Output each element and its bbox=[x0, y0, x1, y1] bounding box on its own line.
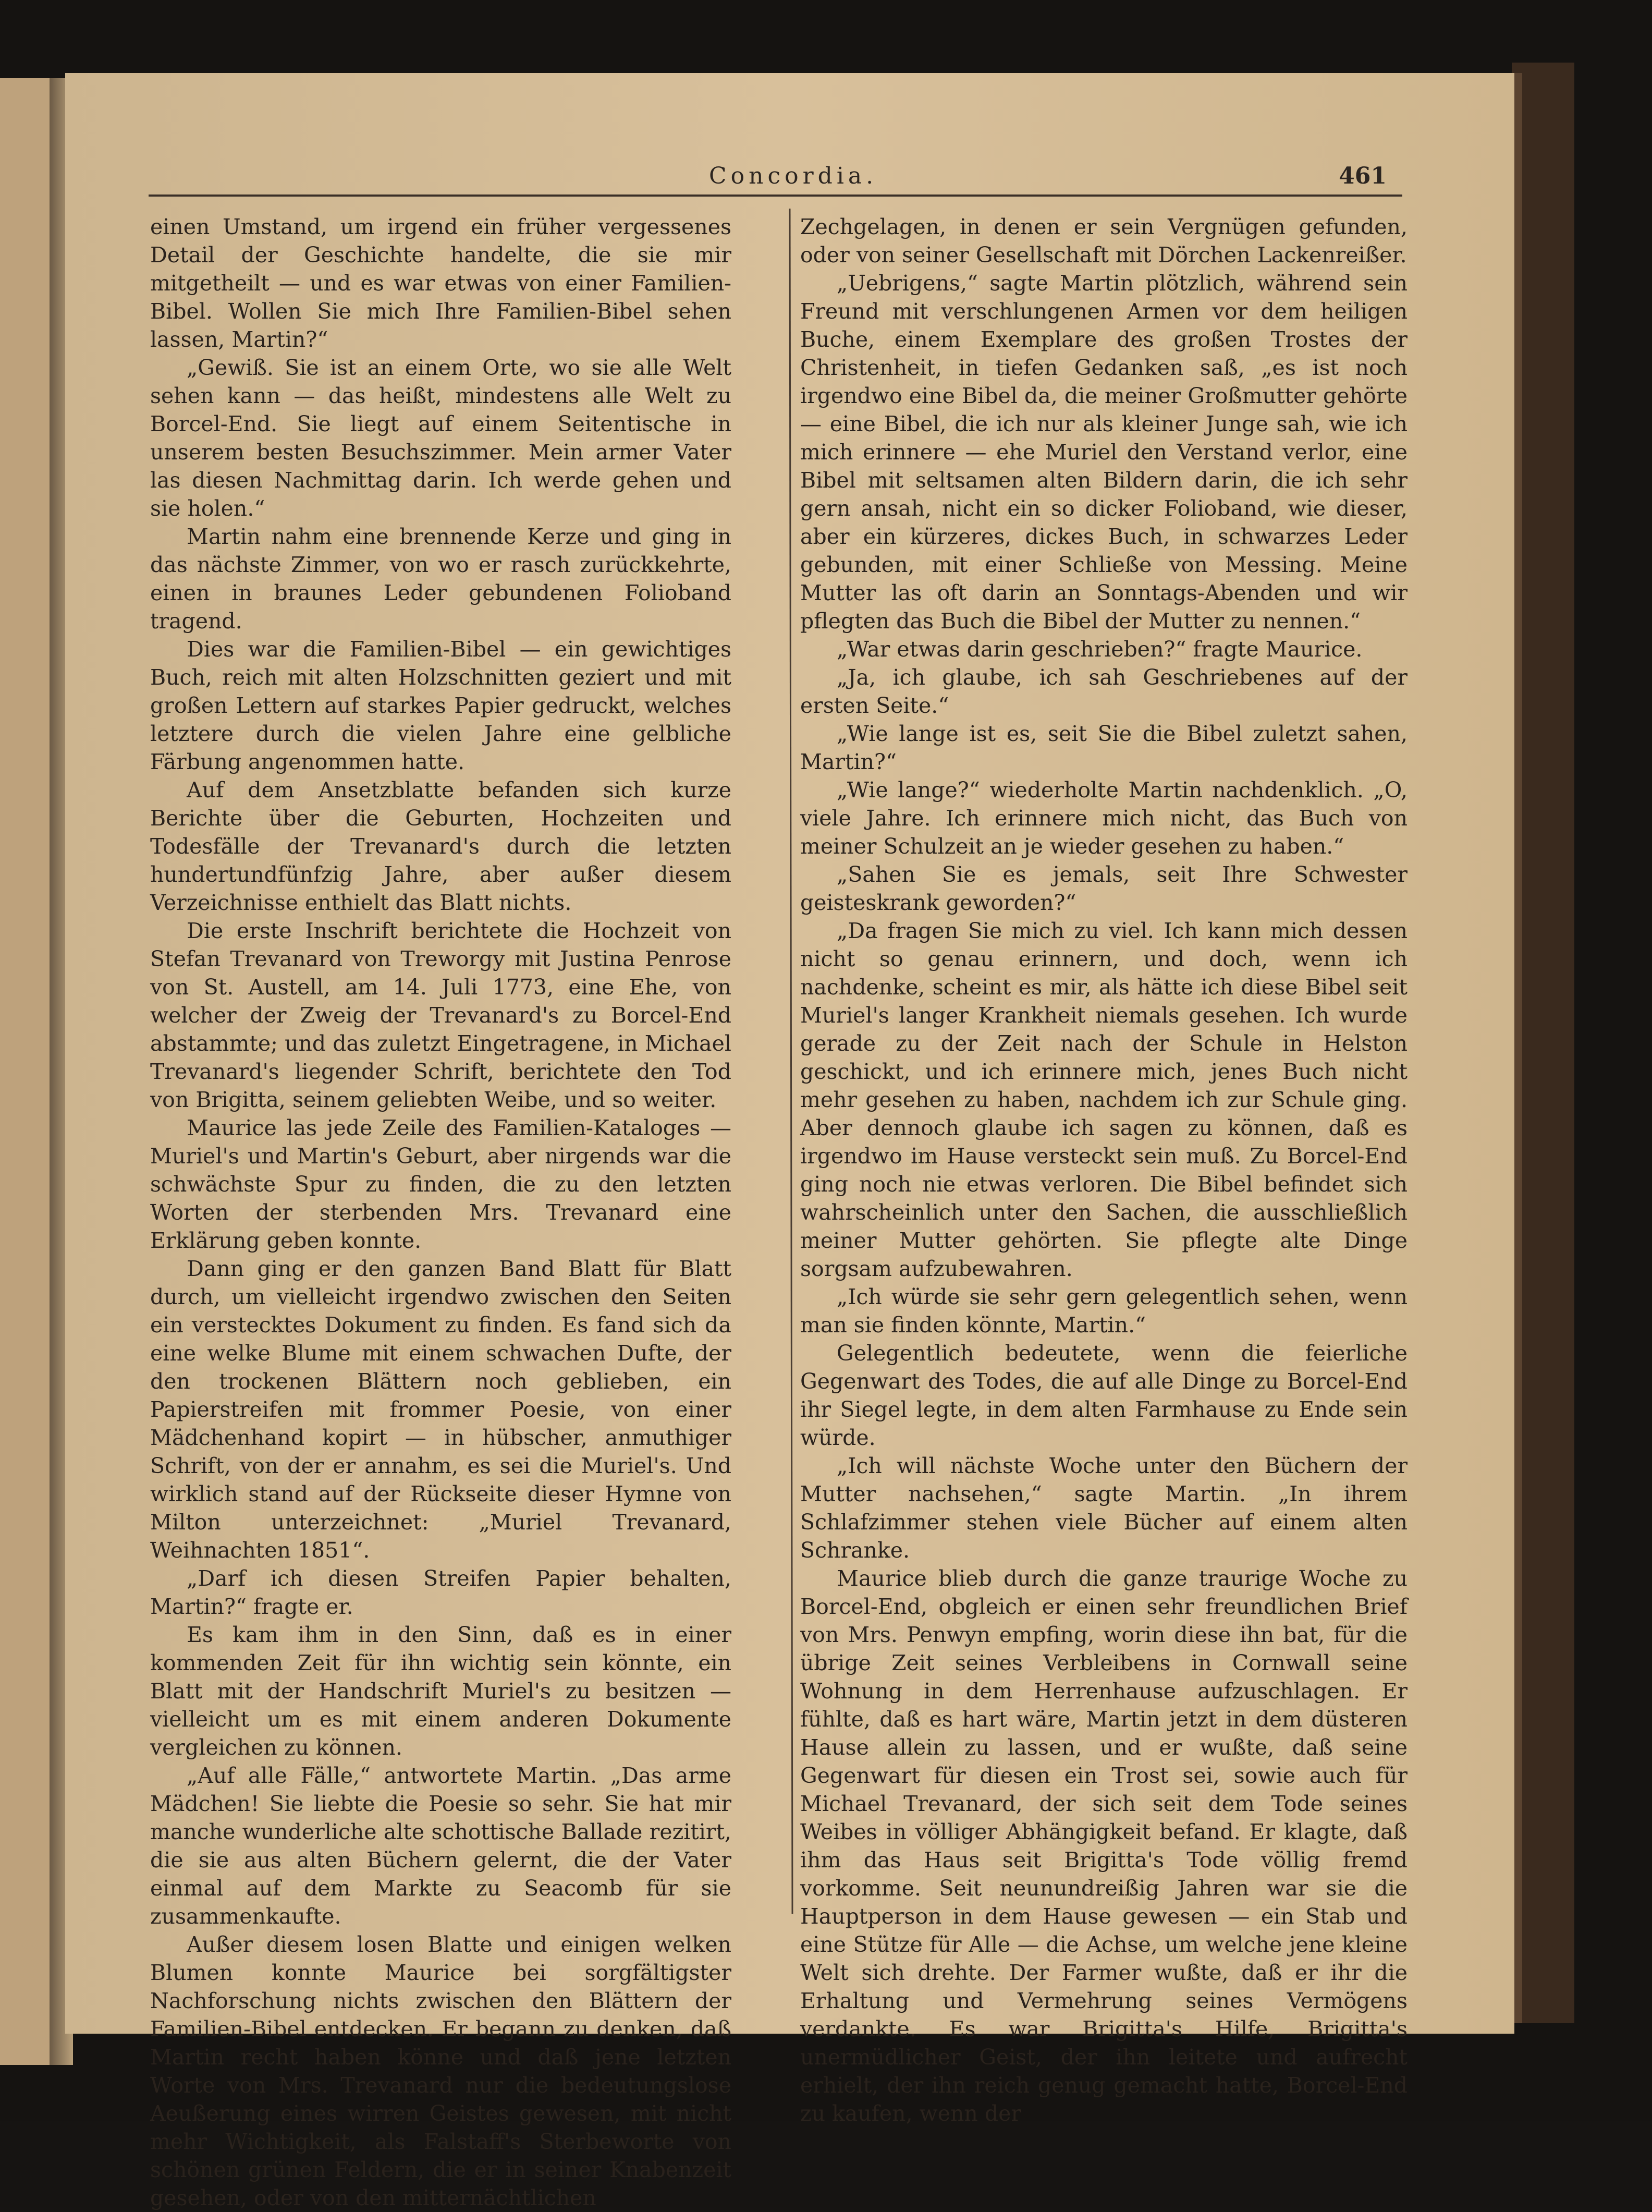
running-title: Concordia. bbox=[709, 163, 878, 189]
paragraph: „Sahen Sie es jemals, seit Ihre Schwester geisteskrank geworden?“ bbox=[800, 862, 1408, 915]
paragraph: „Gewiß. Sie ist an einem Orte, wo sie alle Welt sehen kann — das heißt, mindestens alle Welt zu Borcel-End. Sie liegt auf einem Seitentische in unserem besten Besuchszimmer. Mein armer Vater las diesen Nachmittag darin. Ich werde gehen und sie holen.“ bbox=[150, 355, 731, 521]
paragraph: Die erste Inschrift berichtete die Hochzeit von Stefan Trevanard von Treworgy mit Justina Penrose von St. Austell, am 14. Juli 1773, eine Ehe, von welcher der Zweig der Trevanard's zu Borcel-End abstammte; und das zuletzt Eingetragene, in Michael Trevanard's liegender Schrift, berichtete den Tod von Brigitta, seinem geliebten Weibe, und so weiter. bbox=[150, 918, 731, 1112]
text-column-right bbox=[800, 213, 1408, 2128]
paragraph: „Darf ich diesen Streifen Papier behalten, Martin?“ fragte er. bbox=[150, 1566, 731, 1619]
paragraph: „Da fragen Sie mich zu viel. Ich kann mich dessen nicht so genau erinnern, und doch, wenn ich nachdenke, scheint es mir, als hätte ich diese Bibel seit Muriel's langer Krankheit niemals gesehen. Ich wurde gerade zu der Zeit nach der Schule in Helston geschickt, und ich erinnere mich, jenes Buch nicht mehr gesehen zu haben, nachdem ich zur Schule ging. Aber dennoch glaube ich sagen zu können, daß es irgendwo im Hause versteckt sein muß. Zu Borcel-End ging noch nie etwas verloren. Die Bibel befindet sich wahrscheinlich unter den Sachen, die ausschließlich meiner Mutter gehörten. Sie pflegte alte Dinge sorgsam aufzubewahren. bbox=[800, 918, 1408, 1281]
paragraph: Maurice blieb durch die ganze traurige Woche zu Borcel-End, obgleich er einen sehr freundlichen Brief von Mrs. Penwyn empfing, worin diese ihn bat, für die übrige Zeit seines Verbleibens in Cornwall seine Wohnung in dem Herrenhause aufzuschlagen. Er fühlte, daß es hart wäre, Martin jetzt in dem düsteren Hause allein zu lassen, und er wußte, daß seine Gegenwart für diesen ein Trost sei, sowie auch für Michael Trevanard, der sich seit dem Tode seines Weibes in völliger Abhängigkeit befand. Er klagte, daß ihm das Haus seit Brigitta's Tode völlig fremd vorkomme. Seit neunundreißig Jahren war sie die Hauptperson in dem Hause gewesen — ein Stab und eine Stütze für Alle — die Achse, um welche jene kleine Welt sich drehte. Der Farmer wußte, daß er ihr die Erhaltung und Vermehrung seines Vermögens verdankte. Es war Brigitta's Hilfe, Brigitta's unermüdlicher Geist, der ihn leitete und aufrecht erhielt, der ihn reich genug gemacht hatte, Borcel-End zu kaufen, wenn der bbox=[800, 1566, 1408, 2126]
paragraph: Auf dem Ansetzblatte befanden sich kurze Berichte über die Geburten, Hochzeiten und Todesfälle der Trevanard's durch die letzten hundertundfünfzig Jahre, aber außer diesem Verzeichnisse enthielt das Blatt nichts. bbox=[150, 777, 731, 915]
page-number: 461 bbox=[1339, 163, 1387, 189]
page-header bbox=[151, 163, 1402, 194]
paragraph: „Ich will nächste Woche unter den Büchern der Mutter nachsehen,“ sagte Martin. „In ihrem Schlafzimmer stehen viele Bücher auf einem alten Schranke. bbox=[800, 1453, 1408, 1563]
paragraph: „Ja, ich glaube, ich sah Geschriebenes auf der ersten Seite.“ bbox=[800, 665, 1408, 718]
paragraph: „Wie lange ist es, seit Sie die Bibel zuletzt sahen, Martin?“ bbox=[800, 721, 1408, 774]
paragraph: „Wie lange?“ wiederholte Martin nachdenklich. „O, viele Jahre. Ich erinnere mich nicht, das Buch von meiner Schulzeit an je wieder gesehen zu haben.“ bbox=[800, 777, 1408, 859]
paragraph: Es kam ihm in den Sinn, daß es in einer kommenden Zeit für ihn wichtig sein könnte, ein Blatt mit der Handschrift Muriel's zu besitzen — vielleicht um es mit einem anderen Dokumente vergleichen zu können. bbox=[150, 1622, 731, 1760]
paragraph: „Uebrigens,“ sagte Martin plötzlich, während sein Freund mit verschlungenen Armen vor dem heiligen Buche, einem Exemplare des großen Trostes der Christenheit, in tiefen Gedanken saß, „es ist noch irgendwo eine Bibel da, die meiner Großmutter gehörte — eine Bibel, die ich nur als kleiner Junge sah, wie ich mich erinnere — ehe Muriel den Verstand verlor, eine Bibel mit seltsamen alten Bildern darin, die ich sehr gern ansah, nicht ein so dicker Folioband, wie dieser, aber ein kürzeres, dickes Buch, in schwarzes Leder gebunden, mit einer Schließe von Messing. Meine Mutter las oft darin an Sonntags-Abenden und wir pflegten das Buch die Bibel der Mutter zu nennen.“ bbox=[800, 271, 1408, 634]
paragraph: Gelegentlich bedeutete, wenn die feierliche Gegenwart des Todes, die auf alle Dinge zu Borcel-End ihr Siegel legte, in dem alten Farmhause zu Ende sein würde. bbox=[800, 1341, 1408, 1450]
paragraph: „War etwas darin geschrieben?“ fragte Maurice. bbox=[837, 637, 1363, 662]
paragraph: „Auf alle Fälle,“ antwortete Martin. „Das arme Mädchen! Sie liebte die Poesie so sehr. Sie hat mir manche wunderliche alte schottische Ballade rezitirt, die sie aus alten Büchern gelernt, die der Vater einmal auf dem Markte zu Seacomb für sie zusammenkaufte. bbox=[150, 1763, 731, 1929]
paragraph: einen Umstand, um irgend ein früher vergessenes Detail der Geschichte handelte, die sie mir mitgetheilt — und es war etwas von einer Familien-Bibel. Wollen Sie mich Ihre Familien-Bibel sehen lassen, Martin?“ bbox=[150, 214, 731, 352]
paragraph: Zechgelagen, in denen er sein Vergnügen gefunden, oder von seiner Gesellschaft mit Dörchen Lackenreißer. bbox=[800, 214, 1408, 268]
paragraph: „Ich würde sie sehr gern gelegentlich sehen, wenn man sie finden könnte, Martin.“ bbox=[800, 1284, 1408, 1338]
text-column-left bbox=[150, 213, 731, 2212]
paragraph: Maurice las jede Zeile des Familien-Kataloges — Muriel's und Martin's Geburt, aber nirgends war die schwächste Spur zu finden, die zu den letzten Worten der sterbenden Mrs. Trevanard eine Erklärung geben konnte. bbox=[150, 1115, 731, 1253]
paragraph: Dann ging er den ganzen Band Blatt für Blatt durch, um vielleicht irgendwo zwischen den Seiten ein verstecktes Dokument zu finden. Es fand sich da eine welke Blume mit einem schwachen Dufte, der den trockenen Blättern noch geblieben, ein Papierstreifen mit frommer Poesie, von einer Mädchenhand kopirt — in hübscher, anmuthiger Schrift, von der er annahm, es sei die Muriel's. Und wirklich stand auf der Rückseite dieser Hymne von Milton unterzeichnet: „Muriel Trevanard, Weihnachten 1851“. bbox=[150, 1256, 731, 1563]
paragraph: Martin nahm eine brennende Kerze und ging in das nächste Zimmer, von wo er rasch zurückkehrte, einen in braunes Leder gebundenen Folioband tragend. bbox=[150, 524, 731, 634]
paragraph: Dies war die Familien-Bibel — ein gewichtiges Buch, reich mit alten Holzschnitten geziert und mit großen Lettern auf starkes Papier gedruckt, welches letztere durch die vielen Jahre eine gelbliche Färbung angenommen hatte. bbox=[150, 637, 731, 774]
paragraph: Außer diesem losen Blatte und einigen welken Blumen konnte Maurice bei sorgfältigster Nachforschung nichts zwischen den Blättern der Familien-Bibel entdecken. Er begann zu denken, daß Martin recht haben könne und daß jene letzten Worte von Mrs. Trevanard nur die bedeutungslose Aeußerung eines wirren Geistes gewesen, mit nicht mehr Wichtigkeit, als Falstaff's Sterbeworte von schönen grünen Feldern, die er in seiner Knabenzeit gesehen, oder von den mitternächtlichen bbox=[150, 1932, 731, 2210]
